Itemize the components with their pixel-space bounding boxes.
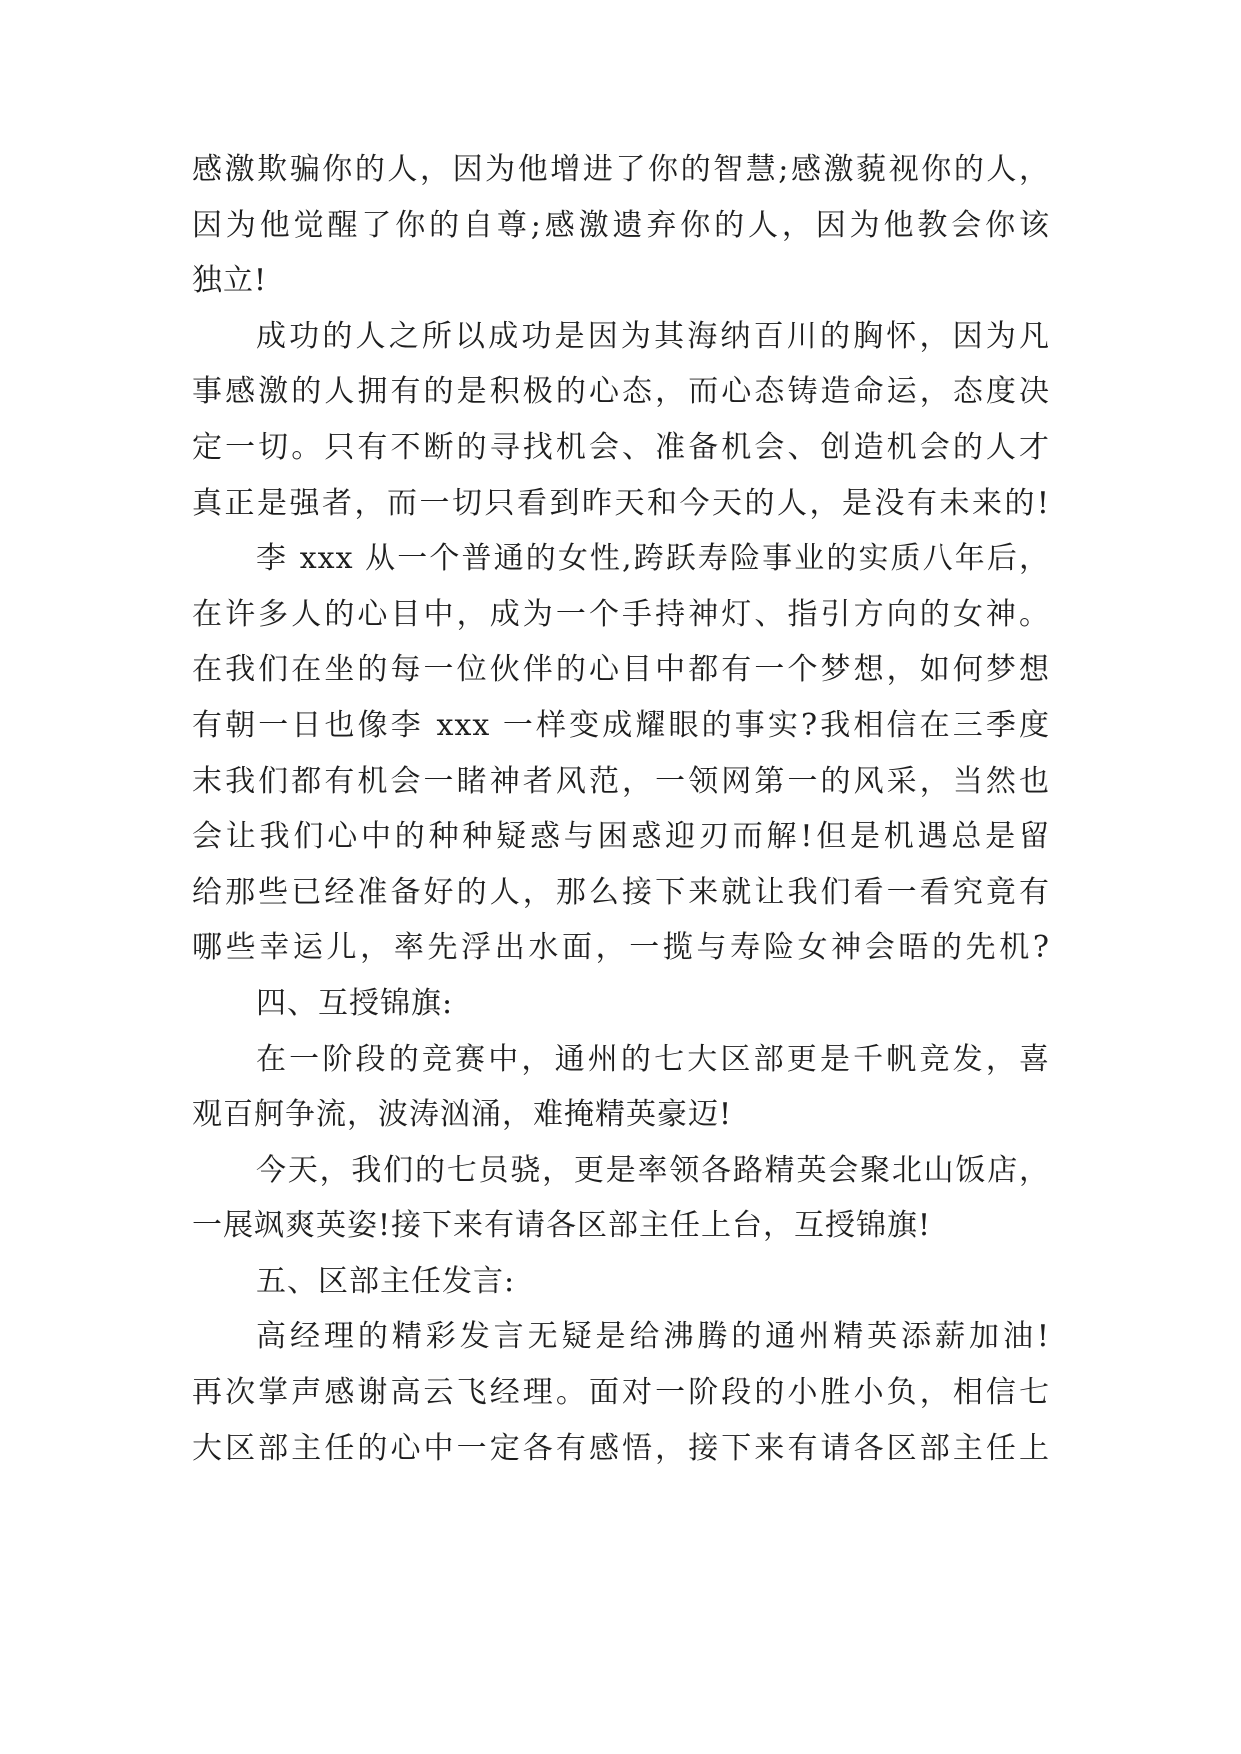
text-line: 会让我们心中的种种疑惑与困惑迎刃而解!但是机遇总是留 bbox=[192, 819, 1050, 855]
text-line: 定一切。只有不断的寻找机会、准备机会、创造机会的人才 bbox=[192, 429, 1050, 465]
text-line: 李 xxx 从一个普通的女性,跨跃寿险事业的实质八年后， bbox=[256, 541, 1050, 577]
text-line: 一展飒爽英姿!接下来有请各区部主任上台，互授锦旗! bbox=[192, 1208, 932, 1244]
section-heading: 五、区部主任发言: bbox=[256, 1263, 516, 1299]
text-line: 再次掌声感谢高云飞经理。面对一阶段的小胜小负，相信七 bbox=[192, 1375, 1050, 1411]
text-line: 末我们都有机会一睹神者风范，一领网第一的风采，当然也 bbox=[192, 763, 1050, 799]
text-line: 给那些已经准备好的人，那么接下来就让我们看一看究竟有 bbox=[192, 874, 1050, 910]
document-body bbox=[192, 142, 1050, 1476]
text-line: 今天，我们的七员骁，更是率领各路精英会聚北山饭店， bbox=[256, 1152, 1050, 1188]
text-line: 大区部主任的心中一定各有感悟，接下来有请各区部主任上 bbox=[192, 1430, 1050, 1466]
text-line: 因为他觉醒了你的自尊;感激遗弃你的人，因为他教会你该 bbox=[192, 207, 1050, 243]
text-line: 在我们在坐的每一位伙伴的心目中都有一个梦想，如何梦想 bbox=[192, 652, 1050, 688]
text-line: 感激欺骗你的人，因为他增进了你的智慧;感激藐视你的人， bbox=[192, 152, 1050, 187]
text-line: 在一阶段的竞赛中，通州的七大区部更是千帆竞发，喜 bbox=[256, 1041, 1050, 1077]
text-line: 真正是强者，而一切只看到昨天和今天的人，是没有未来的! bbox=[192, 485, 1050, 521]
text-line: 高经理的精彩发言无疑是给沸腾的通州精英添薪加油! bbox=[256, 1319, 1050, 1355]
text-line: 独立! bbox=[192, 263, 268, 299]
text-line: 哪些幸运儿，率先浮出水面，一揽与寿险女神会晤的先机? bbox=[192, 930, 1050, 966]
text-line: 在许多人的心目中，成为一个手持神灯、指引方向的女神。 bbox=[192, 596, 1050, 632]
text-line: 观百舸争流，波涛汹涌，难掩精英豪迈! bbox=[192, 1097, 733, 1133]
text-line: 事感激的人拥有的是积极的心态，而心态铸造命运，态度决 bbox=[192, 374, 1050, 410]
text-line: 有朝一日也像李 xxx 一样变成耀眼的事实?我相信在三季度 bbox=[192, 707, 1050, 743]
text-line: 成功的人之所以成功是因为其海纳百川的胸怀，因为凡 bbox=[256, 318, 1050, 354]
section-heading: 四、互授锦旗: bbox=[256, 985, 454, 1021]
